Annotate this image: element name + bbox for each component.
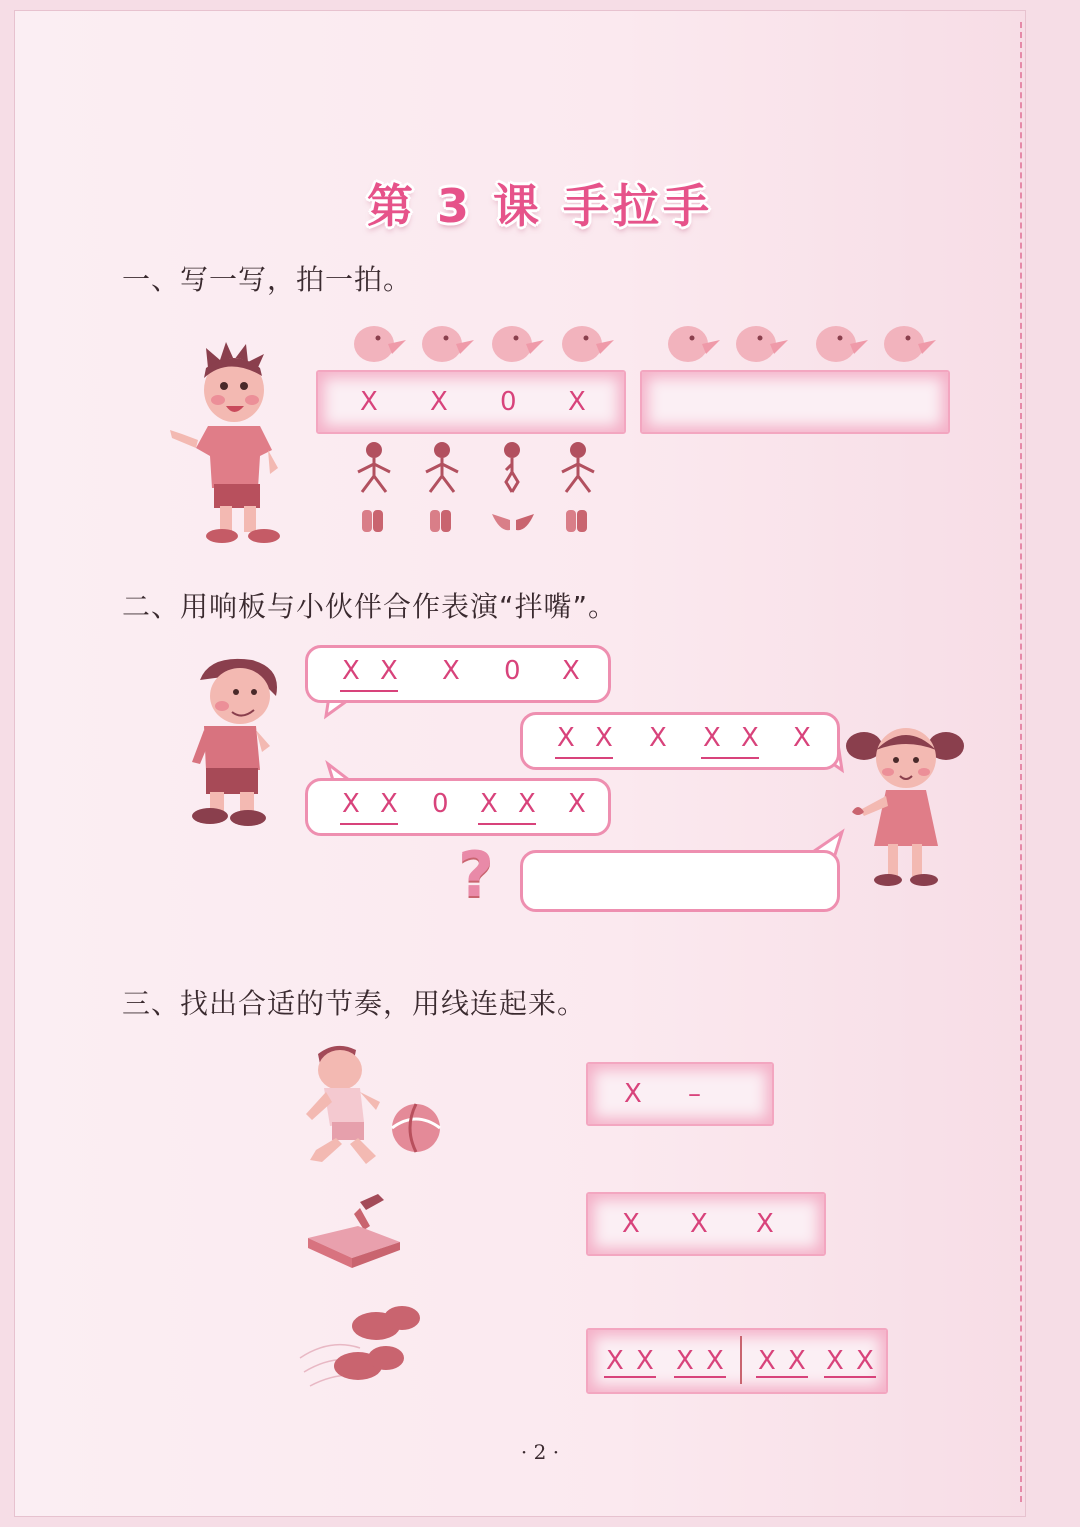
rhythm-symbol: X xyxy=(568,789,586,819)
stick-figure-icon xyxy=(352,440,396,496)
rhythm-option-box-2[interactable] xyxy=(586,1192,826,1256)
rhythm-symbol: X xyxy=(380,789,398,819)
speech-bubble-boy-2 xyxy=(305,778,611,836)
rhythm-symbol: X xyxy=(756,1209,774,1239)
rhythm-symbol: X xyxy=(793,723,811,753)
eighth-note-underline xyxy=(478,823,536,825)
rhythm-symbol: X xyxy=(649,723,667,753)
eighth-note-underline xyxy=(824,1376,876,1378)
duck-icon xyxy=(420,322,474,364)
eighth-note-underline xyxy=(555,757,613,759)
eighth-note-underline xyxy=(604,1376,656,1378)
rhythm-symbol: X xyxy=(595,723,613,753)
rhythm-symbol: X xyxy=(676,1346,694,1376)
rhythm-symbol: X xyxy=(518,789,536,819)
rhythm-symbol: X xyxy=(430,387,448,417)
duck-icon xyxy=(352,322,406,364)
duck-icon xyxy=(734,322,788,364)
rhythm-symbol: X xyxy=(342,656,360,686)
rhythm-answer-box[interactable] xyxy=(640,370,950,434)
clap-hands-icon xyxy=(358,506,388,536)
rhythm-symbol: X xyxy=(360,387,378,417)
speech-bubble-answer[interactable] xyxy=(520,850,840,912)
duck-icon xyxy=(666,322,720,364)
open-hands-icon xyxy=(488,506,538,536)
rhythm-option-box-1[interactable] xyxy=(586,1062,774,1126)
page-number: · 2 · xyxy=(520,1440,560,1464)
soccer-boy-illustration xyxy=(296,1040,466,1170)
rhythm-symbol: X xyxy=(606,1346,624,1376)
rhythm-symbol: X xyxy=(758,1346,776,1376)
rhythm-dash: – xyxy=(688,1079,701,1109)
section-2-heading: 二、用响板与小伙伴合作表演“拌嘴”。 xyxy=(122,590,618,623)
boy-illustration xyxy=(170,650,300,830)
lesson-title: 第 3 课 手拉手 xyxy=(366,179,714,233)
section-3-heading: 三、找出合适的节奏，用线连起来。 xyxy=(122,987,587,1020)
rhythm-symbol: X xyxy=(557,723,575,753)
rhythm-symbol: X xyxy=(741,723,759,753)
rhythm-option-box-3[interactable] xyxy=(586,1328,888,1394)
rhythm-symbol: X xyxy=(788,1346,806,1376)
eighth-note-underline xyxy=(701,757,759,759)
rhythm-symbol: 0 xyxy=(432,789,449,819)
rhythm-symbol: X xyxy=(342,789,360,819)
rhythm-symbol: 0 xyxy=(504,656,521,686)
speech-bubble-girl-1 xyxy=(520,712,840,770)
rhythm-symbol: X xyxy=(706,1346,724,1376)
rhythm-symbol: X xyxy=(480,789,498,819)
duck-icon xyxy=(814,322,868,364)
rhythm-box-example xyxy=(316,370,626,434)
duck-icon xyxy=(560,322,614,364)
rhythm-symbol: 0 xyxy=(500,387,517,417)
stick-figure-icon xyxy=(420,440,464,496)
girl-illustration xyxy=(846,716,966,896)
duck-icon xyxy=(490,322,544,364)
clap-hands-icon xyxy=(562,506,592,536)
footprints-illustration xyxy=(290,1298,440,1408)
rhythm-symbol: X xyxy=(856,1346,874,1376)
question-mark: ? xyxy=(458,838,494,911)
rhythm-symbol: X xyxy=(622,1209,640,1239)
duck-icon xyxy=(882,322,936,364)
rhythm-symbol: X xyxy=(826,1346,844,1376)
fold-dashed-line xyxy=(1020,22,1022,1502)
eighth-note-underline xyxy=(674,1376,726,1378)
eighth-note-underline xyxy=(756,1376,808,1378)
speech-bubble-boy-1 xyxy=(305,645,611,703)
eighth-note-underline xyxy=(340,823,398,825)
iron-illustration xyxy=(300,1192,410,1272)
rhythm-symbol: X xyxy=(624,1079,642,1109)
stick-figure-icon xyxy=(556,440,600,496)
rhythm-symbol: X xyxy=(568,387,586,417)
rhythm-symbol: X xyxy=(636,1346,654,1376)
rhythm-symbol: X xyxy=(442,656,460,686)
eighth-note-underline xyxy=(340,690,398,692)
rhythm-symbol: X xyxy=(690,1209,708,1239)
boy-waving-illustration xyxy=(168,338,298,548)
rhythm-symbol: X xyxy=(562,656,580,686)
stick-figure-squat-icon xyxy=(492,440,536,496)
clap-hands-icon xyxy=(426,506,456,536)
section-1-heading: 一、写一写，拍一拍。 xyxy=(122,263,413,296)
rhythm-symbol: X xyxy=(380,656,398,686)
bar-line xyxy=(740,1336,742,1384)
rhythm-symbol: X xyxy=(703,723,721,753)
